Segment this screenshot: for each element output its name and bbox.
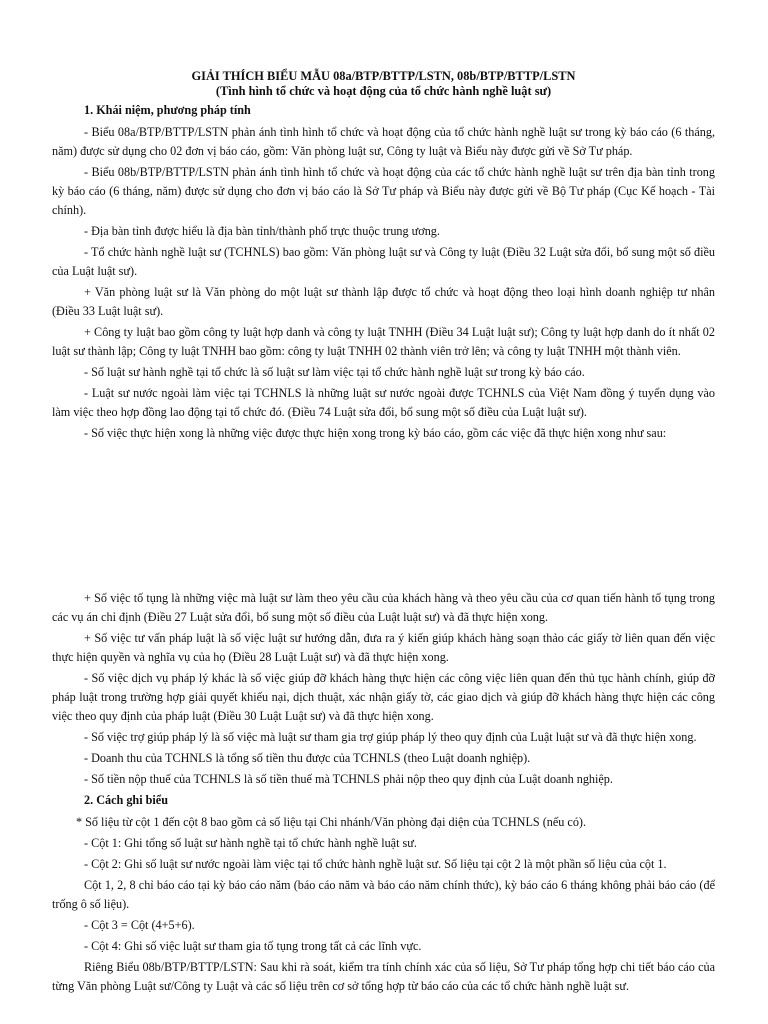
paragraph: - Số luật sư hành nghề tại tổ chức là số luật sư làm việc tại tổ chức hành nghề luật sư trong kỳ báo cáo.: [84, 365, 585, 379]
paragraph: + Công ty luật bao gồm công ty luật hợp danh và công ty luật TNHH (Điều 34 Luật luật sư); Công ty luật hợp danh do ít nhất 02 luật sư thành lập; Công ty luật TNHH bao gồm: công ty luật TNHH 02 thành viên trở lên; và công ty luật TNHH một thành viên.: [52, 325, 715, 358]
document-subtitle: (Tình hình tổ chức và hoạt động của tổ chức hành nghề luật sư): [215, 84, 552, 98]
paragraph: + Số việc tố tụng là những việc mà luật sư làm theo yêu cầu của khách hàng và theo yêu cầu của cơ quan tiến hành tố tụng trong các vụ án chỉ định (Điều 27 Luật sửa đổi, bổ sung một số điều của Luật luật sư) và đã thực hiện xong.: [52, 591, 715, 624]
paragraph: Riêng Biểu 08b/BTP/BTTP/LSTN: Sau khi rà soát, kiểm tra tính chính xác của số liệu, Sở Tư pháp tổng hợp chi tiết báo cáo của từng Văn phòng Luật sư/Công ty Luật và các số liệu trên cơ sở tổng hợp từ báo cáo của các tổ chức hành nghề luật sư.: [52, 960, 715, 993]
section-1-heading: 1. Khái niệm, phương pháp tính: [84, 103, 251, 117]
paragraph: - Cột 2: Ghi số luật sư nước ngoài làm việc tại tổ chức hành nghề luật sư. Số liệu tại cột 2 là một phần số liệu của cột 1.: [84, 857, 667, 871]
document-title: GIẢI THÍCH BIỂU MẪU 08a/BTP/BTTP/LSTN, 08b/BTP/BTTP/LSTN: [191, 69, 576, 83]
paragraph: - Doanh thu của TCHNLS là tổng số tiền thu được của TCHNLS (theo Luật doanh nghiệp).: [84, 751, 531, 765]
star-note: * Số liệu từ cột 1 đến cột 8 bao gồm cả số liệu tại Chi nhánh/Văn phòng đại diện của TCHNLS (nếu có).: [76, 815, 587, 829]
paragraph: - Số tiền nộp thuế của TCHNLS là số tiền thuế mà TCHNLS phải nộp theo quy định của Luật doanh nghiệp.: [84, 772, 613, 786]
paragraph: - Luật sư nước ngoài làm việc tại TCHNLS là những luật sư nước ngoài được TCHNLS của Việt Nam đồng ý tuyển dụng vào làm việc theo hợp đồng lao động tại tổ chức đó. (Điều 74 Luật sửa đổi, bổ sung một số điều của Luật luật sư).: [52, 386, 715, 419]
paragraph: - Biểu 08b/BTP/BTTP/LSTN phản ánh tình hình tổ chức và hoạt động của các tổ chức hành nghề luật sư trên địa bàn tỉnh trong kỳ báo cáo (6 tháng, năm) được sử dụng cho đơn vị báo cáo là Sở Tư pháp và Biểu này được gửi về Bộ Tư pháp (Cục Kế hoạch - Tài chính).: [52, 165, 715, 217]
paragraph: - Cột 3 = Cột (4+5+6).: [84, 918, 195, 932]
blank-space: [52, 445, 715, 589]
paragraph: - Số việc thực hiện xong là những việc được thực hiện xong trong kỳ báo cáo, gồm các việc đã thực hiện xong như sau:: [84, 426, 667, 440]
paragraph: - Biểu 08a/BTP/BTTP/LSTN phản ánh tình hình tổ chức và hoạt động của tổ chức hành nghề luật sư trong kỳ báo cáo (6 tháng, năm) được sử dụng cho 02 đơn vị báo cáo, gồm: Văn phòng luật sư, Công ty luật và Biểu này được gửi về Sở Tư pháp.: [52, 125, 715, 158]
paragraph: - Tổ chức hành nghề luật sư (TCHNLS) bao gồm: Văn phòng luật sư và Công ty luật (Điều 32 Luật sửa đổi, bổ sung một số điều của Luật luật sư).: [52, 245, 715, 278]
paragraph: - Số việc dịch vụ pháp lý khác là số việc giúp đỡ khách hàng thực hiện các công việc liên quan đến thủ tục hành chính, giúp đỡ pháp luật trong trường hợp giải quyết khiếu nại, dịch thuật, xác nhận giấy tờ, các giao dịch và giúp đỡ khách hàng thực hiện các công việc theo quy định của pháp luật (Điều 30 Luật Luật sư) và đã thực hiện xong.: [52, 671, 715, 723]
paragraph: - Cột 4: Ghi số việc luật sư tham gia tố tụng trong tất cả các lĩnh vực.: [84, 939, 422, 953]
document-page: [52, 69, 715, 998]
section-2-heading: 2. Cách ghi biểu: [84, 793, 168, 807]
paragraph: - Số việc trợ giúp pháp lý là số việc mà luật sư tham gia trợ giúp pháp lý theo quy định của Luật luật sư và đã thực hiện xong.: [84, 730, 697, 744]
paragraph: + Văn phòng luật sư là Văn phòng do một luật sư thành lập được tổ chức và hoạt động theo loại hình doanh nghiệp tư nhân (Điều 33 Luật luật sư).: [52, 285, 715, 318]
paragraph: Cột 1, 2, 8 chỉ báo cáo tại kỳ báo cáo năm (báo cáo năm và báo cáo năm chính thức), kỳ báo cáo 6 tháng không phải báo cáo (để trống ô số liệu).: [52, 878, 715, 911]
paragraph: - Cột 1: Ghi tổng số luật sư hành nghề tại tổ chức hành nghề luật sư.: [84, 836, 417, 850]
paragraph: + Số việc tư vấn pháp luật là số việc luật sư hướng dẫn, đưa ra ý kiến giúp khách hàng soạn thảo các giấy tờ liên quan đến việc thực hiện quyền và nghĩa vụ của họ (Điều 28 Luật Luật sư) và đã thực hiện xong.: [52, 631, 715, 664]
paragraph: - Địa bàn tỉnh được hiểu là địa bàn tỉnh/thành phố trực thuộc trung ương.: [84, 224, 440, 238]
